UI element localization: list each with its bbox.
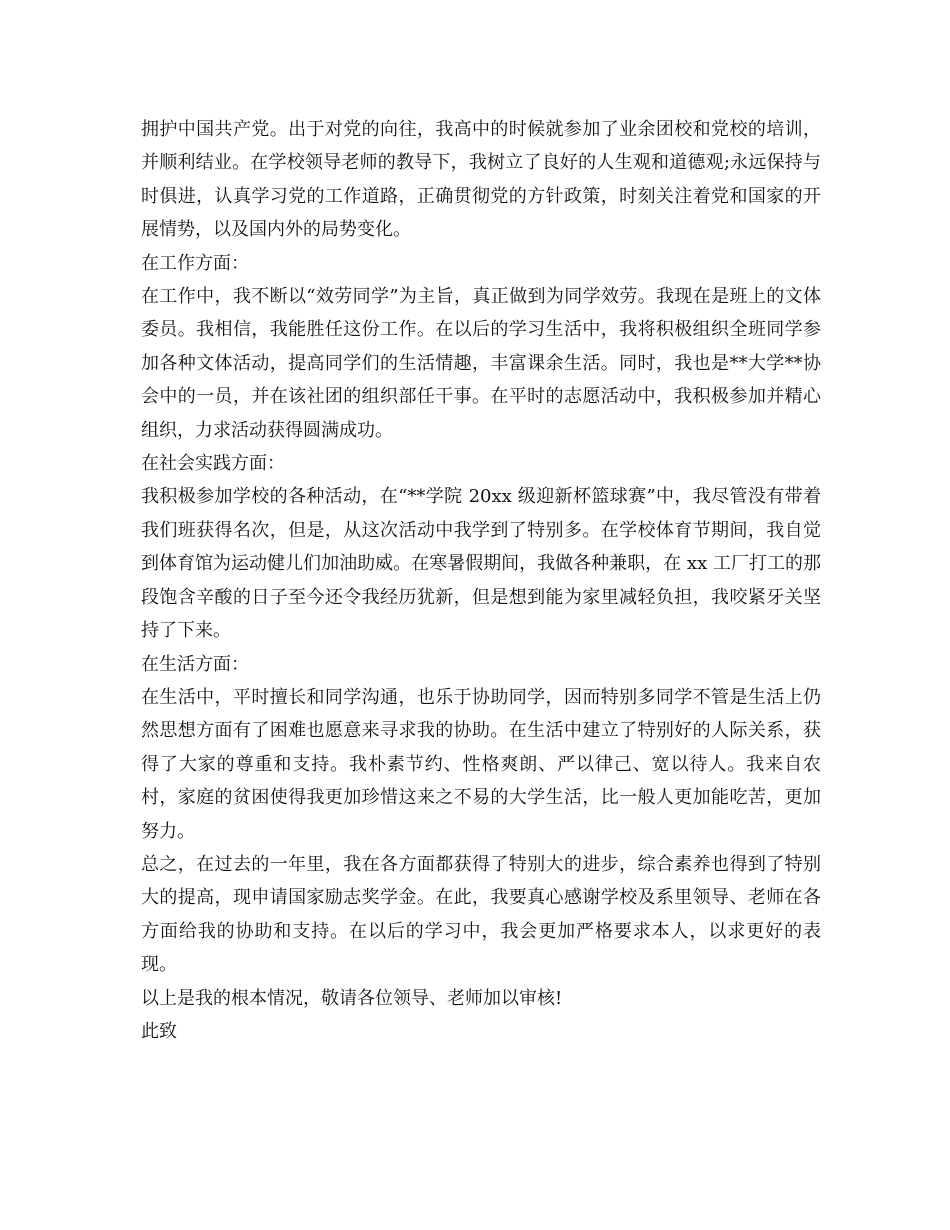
paragraph-summary: 总之，在过去的一年里，我在各方面都获得了特别大的进步，综合素养也得到了特别大的提高，现申请国家励志奖学金。在此，我要真心感谢学校及系里领导、老师在各方面给我的协助和支持。在以后的学习中，我会更加严格要求本人，以求更好的表现。: [141, 853, 821, 976]
paragraph-life: 在生活中，平时擅长和同学沟通，也乐于协助同学，因而特别多同学不管是生活上仍然思想方面有了困难也愿意来寻求我的协助。在生活中建立了特别好的人际关系，获得了大家的尊重和支持。我朴素节约、性格爽朗、严以律己、宽以待人。我来自农村，家庭的贫困使得我更加珍惜这来之不易的大学生活，比一般人更加能吃苦，更加努力。: [141, 686, 821, 842]
heading-social-practice: 在社会实践方面：: [141, 453, 285, 475]
paragraph-political-stance: 拥护中国共产党。出于对党的向往，我高中的时候就参加了业余团校和党校的培训，并顺利结业。在学校领导老师的教导下，我树立了良好的人生观和道德观;永远保持与时俱进，认真学习党的工作道路，正确贯彻党的方针政策，时刻关注着党和国家的开展情势，以及国内外的局势变化。: [141, 119, 821, 241]
closing-salutation: 此致: [141, 1020, 177, 1042]
heading-life: 在生活方面：: [141, 653, 249, 675]
paragraph-social-practice: 我积极参加学校的各种活动，在“**学院 20xx 级迎新杯篮球赛”中，我尽管没有带着我们班获得名次，但是，从这次活动中我学到了特别多。在学校体育节期间，我自觉到体育馆为运动健儿们加油助威。在寒暑假期间，我做各种兼职，在 xx 工厂打工的那段饱含辛酸的日子至今还令我经历犹新，但是想到能为家里减轻负担，我咬紧牙关坚持了下来。: [141, 486, 821, 642]
document-body: [141, 113, 821, 1048]
paragraph-work: 在工作中，我不断以“效劳同学”为主旨，真正做到为同学效劳。我现在是班上的文体委员。我相信，我能胜任这份工作。在以后的学习生活中，我将积极组织全班同学参加各种文体活动，提高同学们的生活情趣，丰富课余生活。同时，我也是**大学**协会中的一员，并在该社团的组织部任干事。在平时的志愿活动中，我积极参加并精心组织，力求活动获得圆满成功。: [141, 286, 821, 441]
heading-work: 在工作方面：: [141, 252, 249, 274]
paragraph-request-review: 以上是我的根本情况，敬请各位领导、老师加以审核!: [141, 987, 563, 1009]
